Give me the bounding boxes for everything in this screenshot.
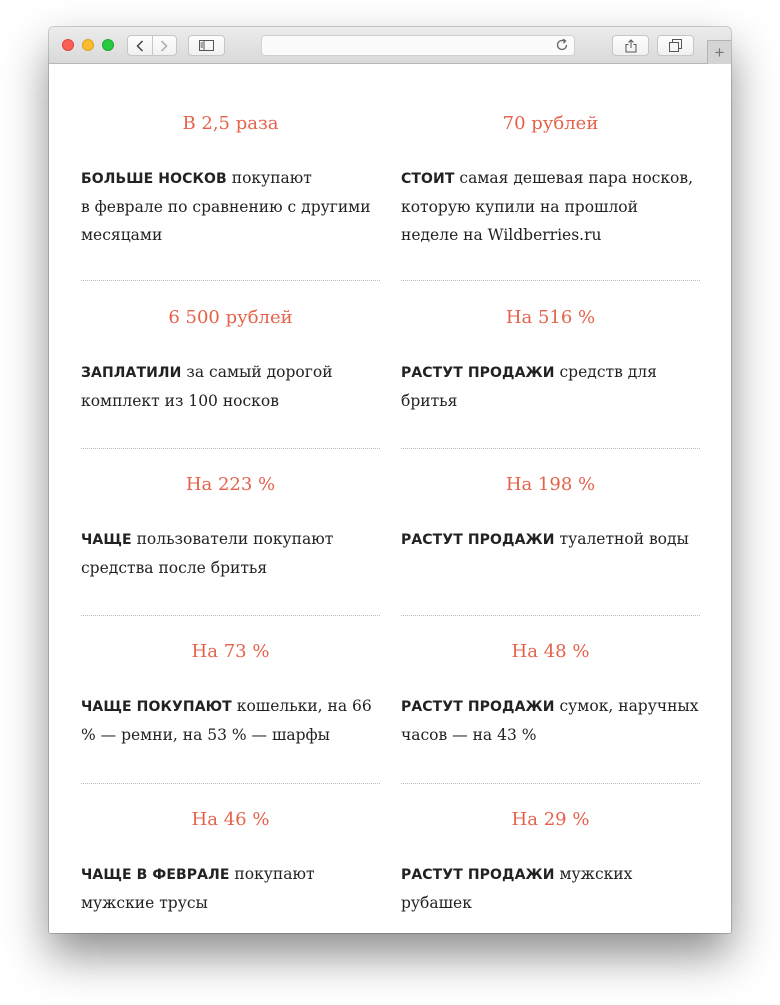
sidebar-icon <box>199 40 214 51</box>
stat-lead: СТОИТ <box>401 171 455 187</box>
stat-card <box>81 640 380 749</box>
stat-card <box>81 808 380 917</box>
stat-value: 6 500 рублей <box>168 307 293 328</box>
stat-value: На 516 % <box>505 307 596 328</box>
tabs-icon <box>669 39 682 52</box>
stat-text: кошельки, на 66 % — ремни, на 53 % — шарфы <box>81 697 372 744</box>
stat-description <box>81 164 380 249</box>
new-tab-button[interactable]: + <box>707 40 731 64</box>
stat-lead: ЧАЩЕ <box>81 532 132 548</box>
stat-text: самая дешевая пара носков, которую купили на прошлой неделе на Wildberries.ru <box>401 169 694 244</box>
divider <box>401 280 700 281</box>
stat-value: На 73 % <box>191 641 270 662</box>
stat-card <box>401 306 700 415</box>
stat-description <box>401 164 700 249</box>
stat-value: В 2,5 раза <box>182 113 279 134</box>
share-icon <box>625 39 637 53</box>
stat-card <box>401 473 700 554</box>
stat-value: На 223 % <box>185 474 276 495</box>
chevron-right-icon <box>160 40 168 52</box>
browser-window <box>49 27 731 933</box>
stat-description <box>401 358 700 415</box>
reload-icon[interactable] <box>555 38 569 52</box>
share-button[interactable] <box>612 35 649 56</box>
close-window-button[interactable] <box>62 39 74 51</box>
stat-card <box>401 808 700 917</box>
minimize-window-button[interactable] <box>82 39 94 51</box>
stat-value: На 46 % <box>191 809 270 830</box>
stat-description <box>81 860 380 917</box>
stat-description <box>81 692 380 749</box>
stat-text: покупают мужские трусы <box>81 865 315 912</box>
address-bar[interactable] <box>261 35 575 56</box>
stat-description <box>401 692 700 749</box>
show-tabs-button[interactable] <box>657 35 694 56</box>
divider <box>401 615 700 616</box>
stat-lead: ЗАПЛАТИЛИ <box>81 365 182 381</box>
stat-text: туалетной воды <box>554 530 689 548</box>
stat-description <box>401 860 700 917</box>
stat-text: сумок, наручных часов — на 43 % <box>401 697 699 744</box>
stat-card <box>401 112 700 249</box>
navigation-buttons <box>127 35 177 56</box>
stat-lead: БОЛЬШЕ НОСКОВ <box>81 171 227 187</box>
sidebar-button[interactable] <box>188 35 225 56</box>
stat-lead: РАСТУТ ПРОДАЖИ <box>401 699 555 715</box>
zoom-window-button[interactable] <box>102 39 114 51</box>
stat-lead: ЧАЩЕ ПОКУПАЮТ <box>81 699 232 715</box>
chevron-left-icon <box>136 40 144 52</box>
divider <box>401 448 700 449</box>
toolbar <box>49 27 731 64</box>
stat-description <box>81 358 380 415</box>
divider <box>81 280 380 281</box>
stat-lead: РАСТУТ ПРОДАЖИ <box>401 365 555 381</box>
stat-description <box>401 525 700 554</box>
stat-description <box>81 525 380 582</box>
stat-value: На 198 % <box>505 474 596 495</box>
stat-value: На 29 % <box>511 809 590 830</box>
stat-text: за самый дорогой комплект из 100 носков <box>81 363 333 410</box>
page-content <box>49 64 731 933</box>
divider <box>81 448 380 449</box>
divider <box>401 783 700 784</box>
divider <box>81 615 380 616</box>
stat-text: мужских рубашек <box>401 865 633 912</box>
stat-text: покупают в феврале по сравнению с другими месяцами <box>81 169 371 244</box>
stat-card <box>81 306 380 415</box>
stat-card <box>81 473 380 582</box>
stat-lead: РАСТУТ ПРОДАЖИ <box>401 867 555 883</box>
back-button[interactable] <box>128 36 152 55</box>
stat-text: пользователи покупают средства после бритья <box>81 530 334 577</box>
forward-button[interactable] <box>152 36 177 55</box>
stat-lead: ЧАЩЕ В ФЕВРАЛЕ <box>81 867 230 883</box>
stat-text: средств для бритья <box>401 363 657 410</box>
stat-card <box>401 640 700 749</box>
divider <box>81 783 380 784</box>
stat-lead: РАСТУТ ПРОДАЖИ <box>401 532 555 548</box>
stat-value: На 48 % <box>511 641 590 662</box>
stat-card <box>81 112 380 249</box>
stat-value: 70 рублей <box>502 113 599 134</box>
